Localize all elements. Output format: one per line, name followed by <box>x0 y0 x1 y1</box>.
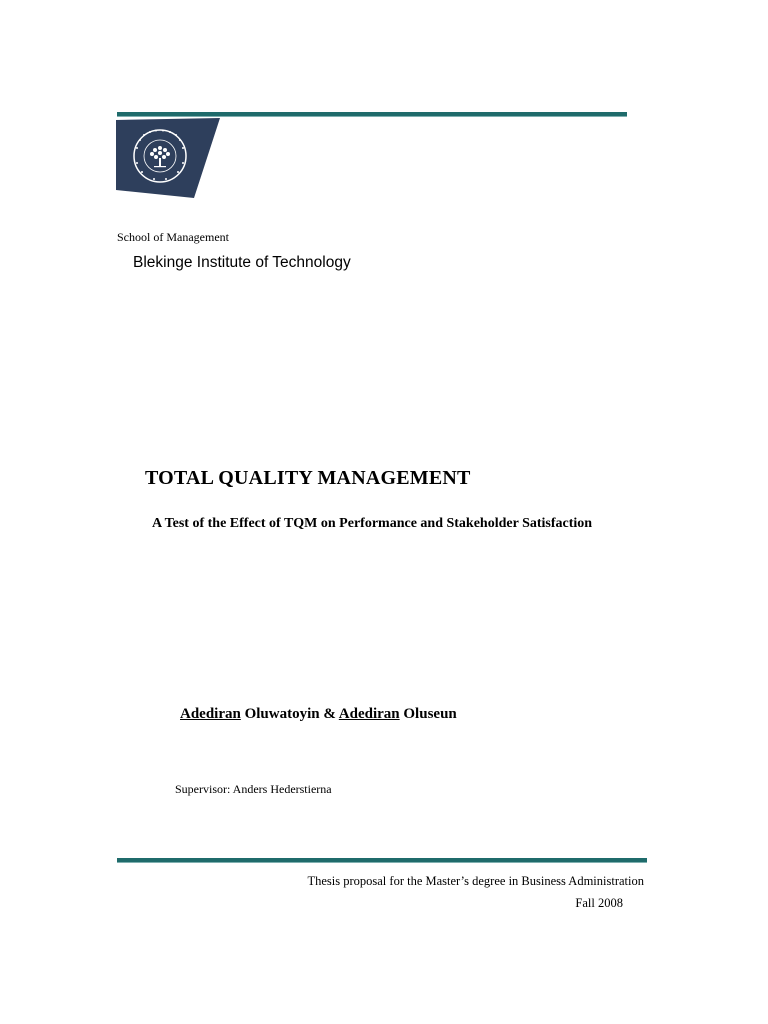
logo-seal-icon <box>116 118 220 198</box>
author1-given-name: Oluwatoyin <box>244 706 320 722</box>
school-name: School of Management <box>117 230 229 244</box>
institute-name: Blekinge Institute of Technology <box>133 254 351 271</box>
bottom-divider <box>117 858 647 863</box>
thesis-proposal-line: Thesis proposal for the Master’s degree in Business Administration <box>307 874 644 888</box>
author2-surname: Adediran <box>338 706 400 722</box>
document-subtitle: A Test of the Effect of TQM on Performance and Stakeholder Satisfaction <box>152 516 593 531</box>
author1-surname: Adediran <box>180 706 241 722</box>
university-logo <box>116 118 220 198</box>
supervisor-line: Supervisor: Anders Hederstierna <box>175 782 332 796</box>
author2-given-name: Oluseun <box>403 706 457 722</box>
document-title: TOTAL QUALITY MANAGEMENT <box>145 467 471 489</box>
authors-line <box>180 706 457 723</box>
date-line: Fall 2008 <box>575 896 623 910</box>
top-divider <box>117 112 627 117</box>
authors-separator: & <box>323 706 336 722</box>
